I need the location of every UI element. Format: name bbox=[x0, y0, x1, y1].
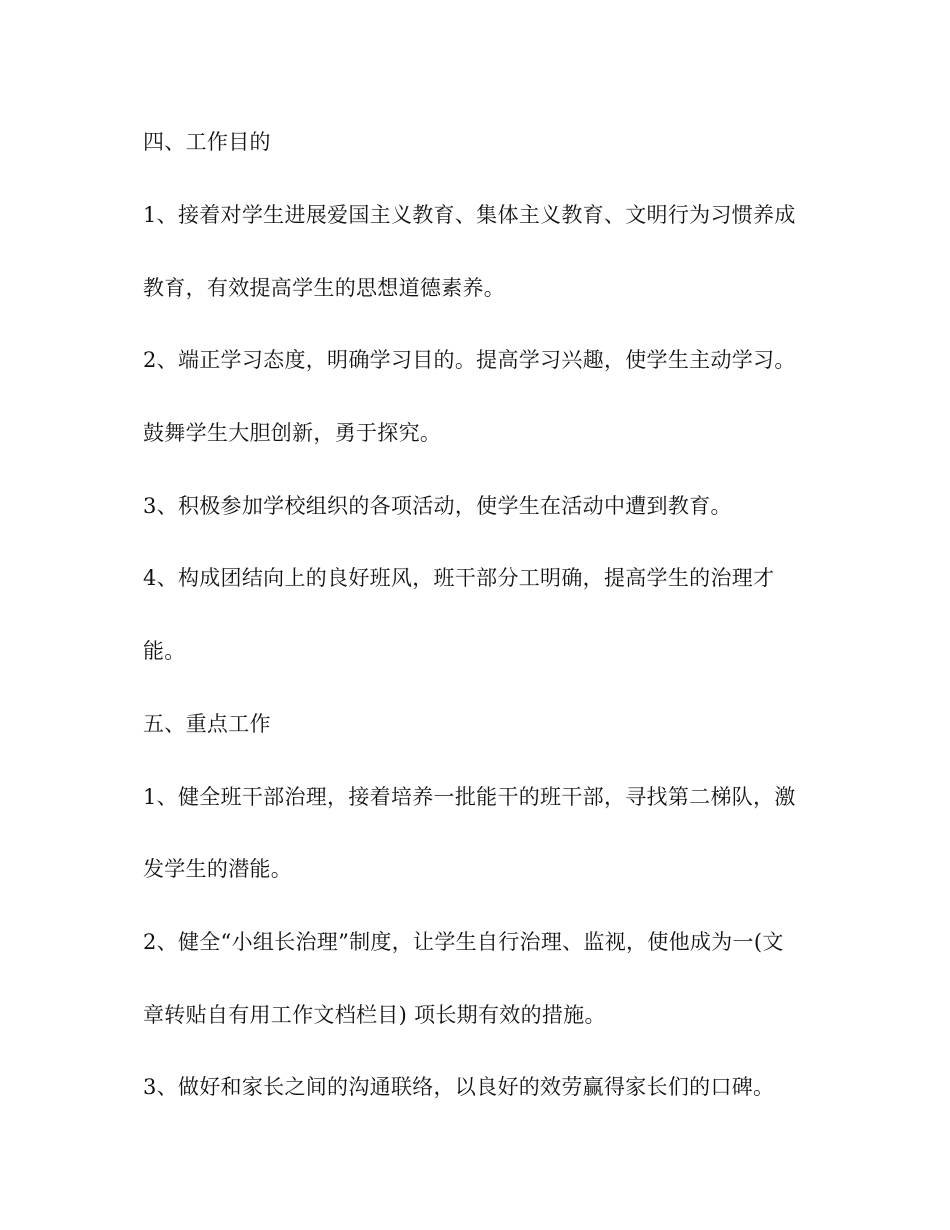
paragraph-line: 3、做好和家长之间的沟通联络，以良好的效劳赢得家长们的口碑。 bbox=[143, 1075, 775, 1099]
paragraph-line: 3、积极参加学校组织的各项活动，使学生在活动中遭到教育。 bbox=[143, 494, 732, 518]
paragraph-line: 2、健全“小组长治理”制度，让学生自行治理、监视，使他成为一(文 bbox=[143, 930, 784, 954]
paragraph-line: 能。 bbox=[143, 639, 186, 663]
paragraph-line: 鼓舞学生大胆创新，勇于探究。 bbox=[143, 421, 442, 445]
paragraph-line: 1、健全班干部治理，接着培养一批能干的班干部，寻找第二梯队，激 bbox=[143, 785, 796, 809]
paragraph-line: 2、端正学习态度，明确学习目的。提高学习兴趣，使学生主动学习。 bbox=[143, 348, 796, 372]
paragraph-line: 1、接着对学生进展爱国主义教育、集体主义教育、文明行为习惯养成 bbox=[143, 203, 796, 227]
paragraph-line: 章转贴自有用工作文档栏目) 项长期有效的措施。 bbox=[143, 1003, 606, 1027]
paragraph-line: 4、构成团结向上的良好班风，班干部分工明确，提高学生的治理才 bbox=[143, 566, 775, 590]
section-heading-key-work: 五、重点工作 bbox=[143, 712, 271, 736]
paragraph-line: 发学生的潜能。 bbox=[143, 857, 293, 881]
paragraph-line: 教育，有效提高学生的思想道德素养。 bbox=[143, 276, 506, 300]
section-heading-work-goals: 四、工作目的 bbox=[143, 130, 271, 154]
